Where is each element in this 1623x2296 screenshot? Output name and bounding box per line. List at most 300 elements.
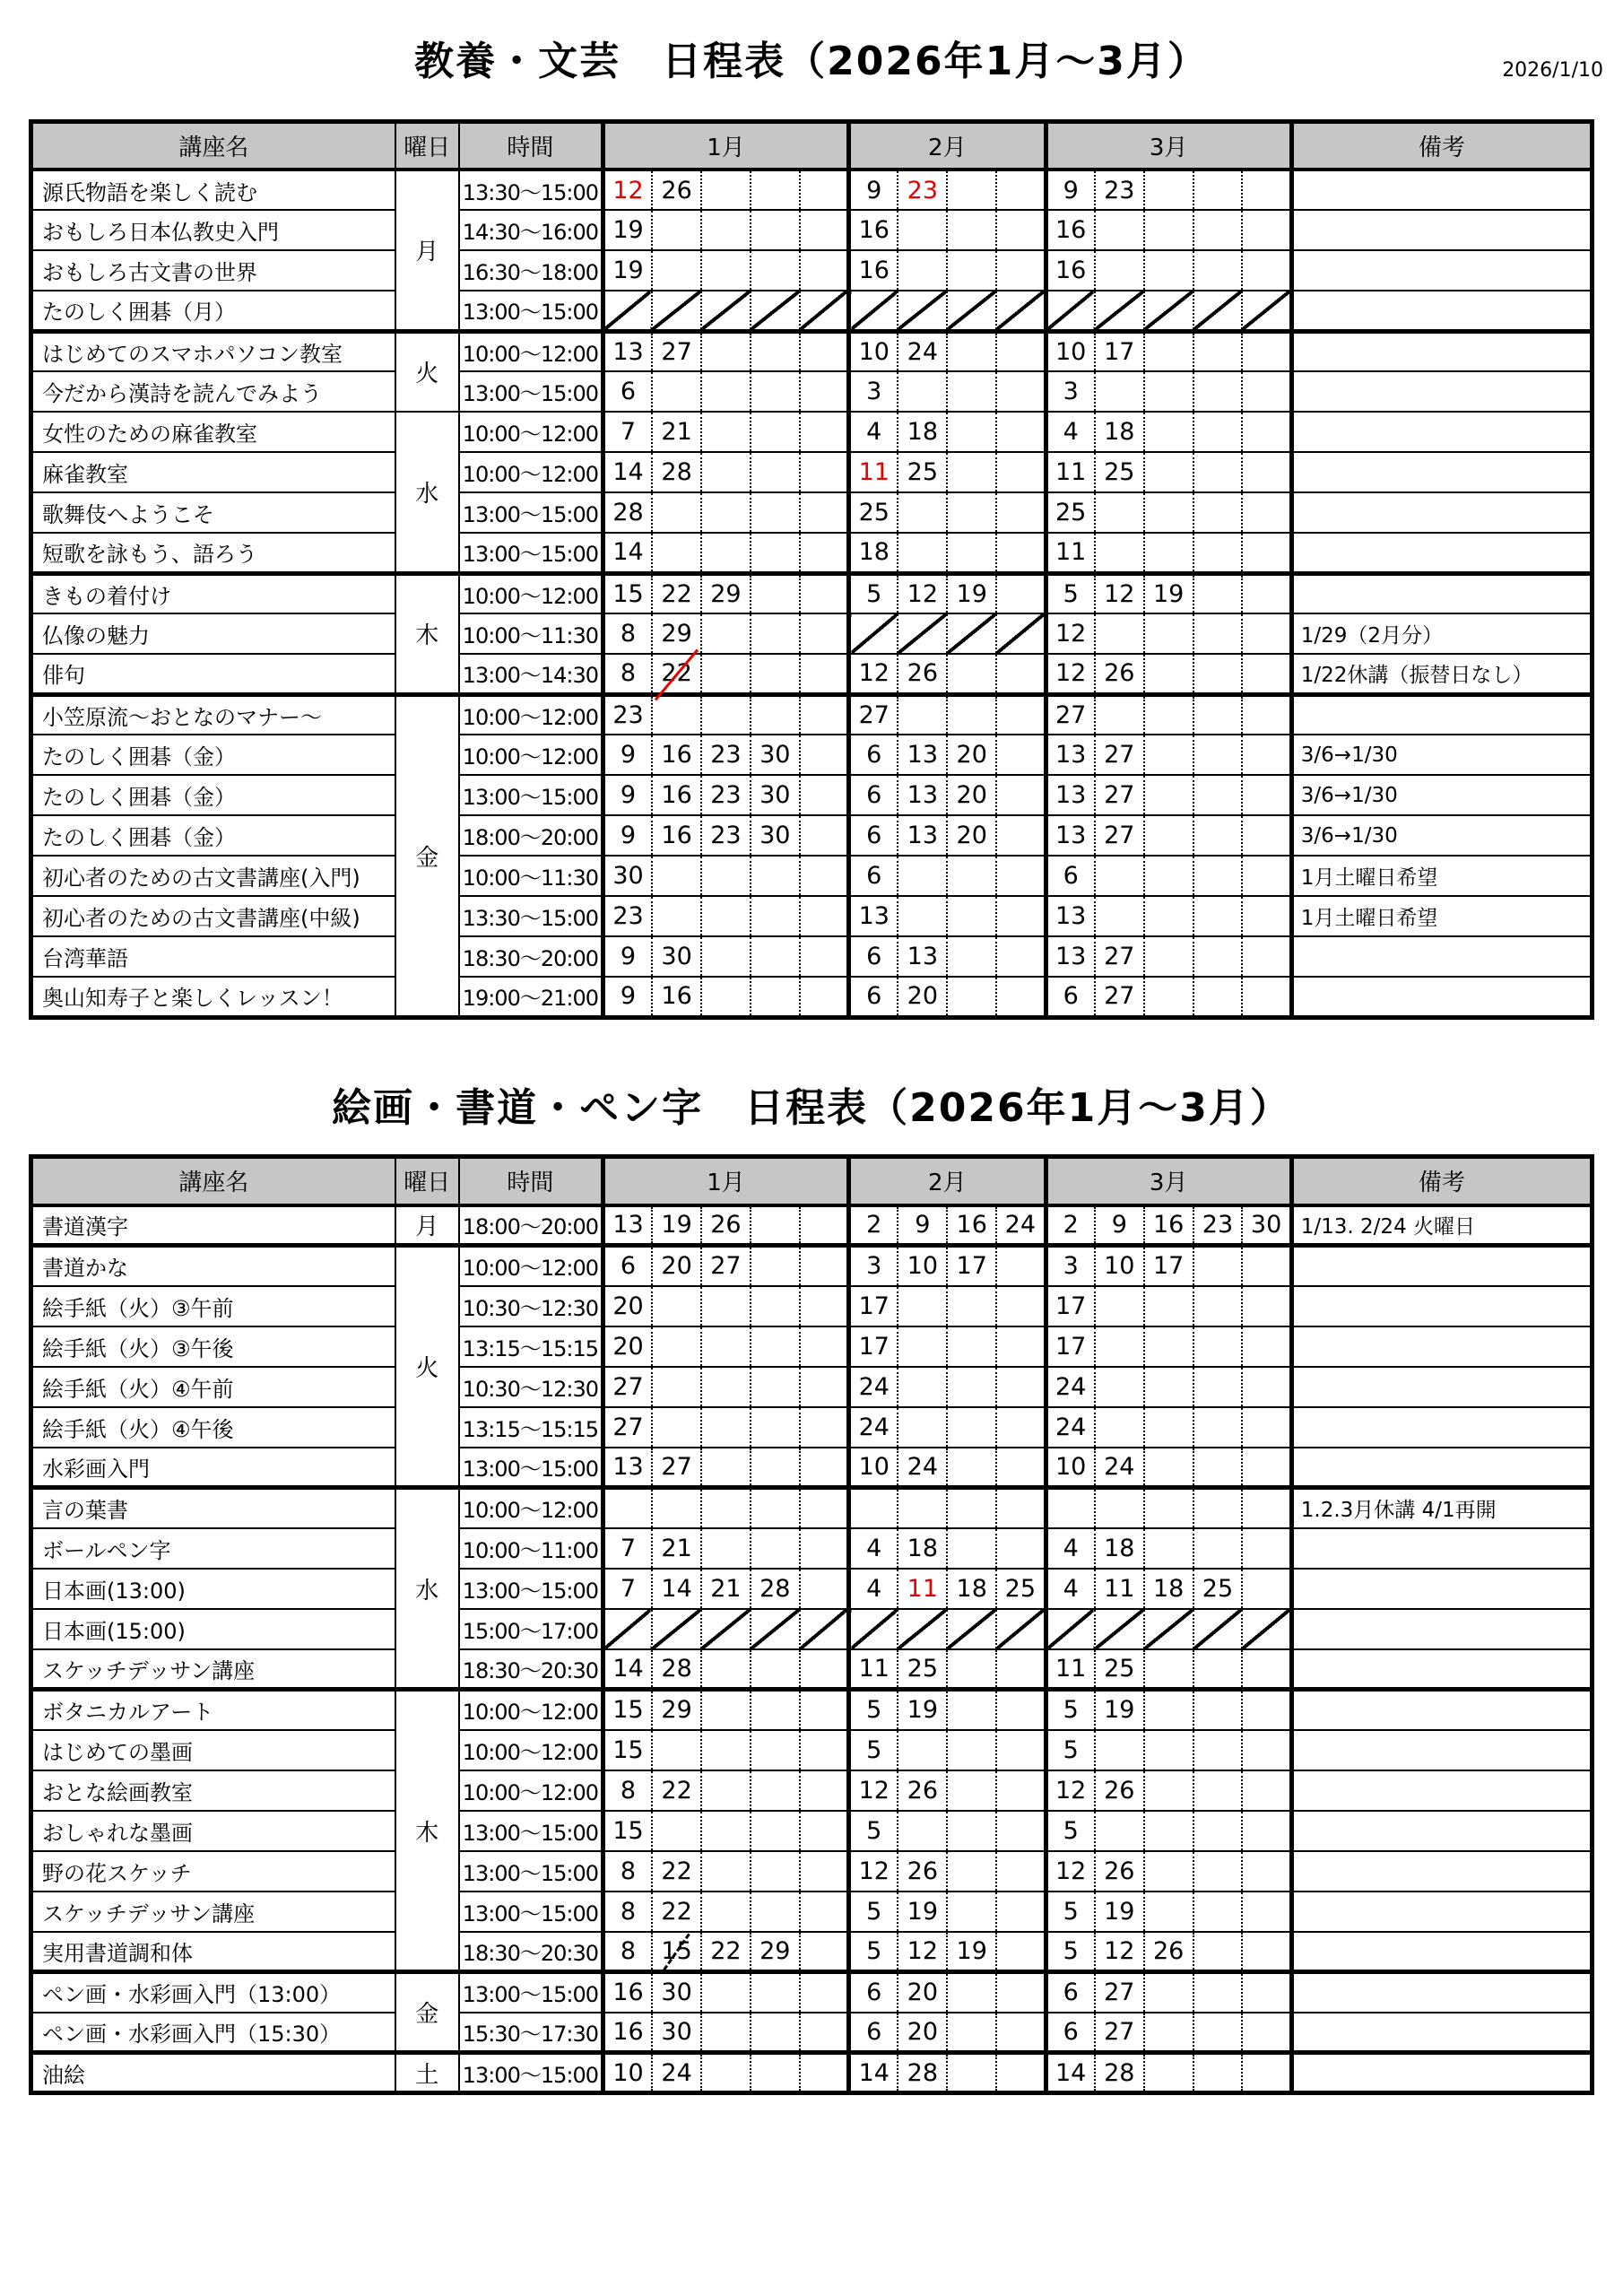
date-value: 16	[612, 1979, 644, 2007]
date-cell	[898, 1246, 947, 1286]
date-cell	[947, 1770, 996, 1811]
schedule-row	[31, 492, 1593, 533]
date-cell	[996, 1892, 1046, 1932]
date-cell	[1144, 2013, 1193, 2053]
date-cell	[996, 1730, 1046, 1770]
date-value: 27	[858, 700, 890, 729]
date-cell	[1242, 1407, 1291, 1448]
date-cell	[1242, 533, 1291, 573]
time-cell: 14:30～16:00	[459, 210, 603, 250]
date-cell	[1242, 1569, 1291, 1609]
note-cell	[1291, 1770, 1592, 1811]
date-cell	[898, 412, 947, 452]
date-cell	[751, 1730, 800, 1770]
date-cell	[1242, 492, 1291, 533]
date-cell	[800, 1286, 849, 1326]
date-value: 7	[620, 418, 637, 447]
date-cell	[800, 331, 849, 371]
date-cell	[947, 210, 996, 250]
date-value: 13	[612, 337, 644, 366]
date-cell	[1095, 1690, 1144, 1730]
schedule-row	[31, 1932, 1593, 1972]
date-cell	[1095, 1569, 1144, 1609]
date-cell	[947, 1326, 996, 1367]
weekday-cell: 木	[395, 573, 459, 694]
date-value: 11	[907, 1574, 939, 1603]
date-cell	[849, 533, 898, 573]
date-cell	[898, 936, 947, 977]
date-value: 16	[1152, 1211, 1185, 1239]
date-cell	[603, 2053, 652, 2093]
date-cell	[652, 492, 701, 533]
date-value: 10	[612, 2058, 644, 2087]
date-cell	[996, 1488, 1046, 1528]
date-value: 10	[858, 1452, 890, 1481]
date-value: 6	[866, 982, 882, 1011]
date-cell	[849, 1367, 898, 1407]
date-cell	[898, 291, 947, 331]
date-value: 29	[661, 620, 692, 648]
date-cell	[1193, 775, 1243, 815]
date-cell	[1242, 1205, 1291, 1246]
date-value: 28	[907, 2058, 939, 2087]
date-value: 9	[620, 982, 637, 1011]
date-cell	[947, 977, 996, 1017]
date-cell	[701, 1972, 751, 2013]
course-name-cell: 絵手紙（火）③午後	[31, 1326, 395, 1367]
date-cell	[701, 371, 751, 412]
course-name-cell: おもしろ古文書の世界	[31, 250, 395, 291]
date-value: 4	[866, 1574, 882, 1603]
date-cell	[1193, 452, 1243, 492]
date-cell	[751, 1932, 800, 1972]
schedule-row	[31, 735, 1593, 775]
date-cell	[800, 977, 849, 1017]
date-value: 26	[710, 1211, 742, 1239]
date-cell	[898, 977, 947, 1017]
date-value: 12	[858, 1776, 890, 1805]
date-cell	[1242, 936, 1291, 977]
date-cell	[751, 1892, 800, 1932]
date-cell	[652, 613, 701, 654]
note-cell	[1291, 1811, 1592, 1851]
date-cell	[751, 331, 800, 371]
date-value: 6	[866, 862, 882, 891]
date-value: 18	[1104, 1534, 1135, 1562]
date-value: 27	[1104, 943, 1135, 971]
date-cell	[947, 1932, 996, 1972]
date-cell	[800, 210, 849, 250]
date-cell	[849, 1972, 898, 2013]
date-cell	[800, 1932, 849, 1972]
date-cell	[1193, 1448, 1243, 1488]
date-cell	[1242, 2053, 1291, 2093]
date-cell	[849, 1407, 898, 1448]
date-cell	[652, 1851, 701, 1892]
date-cell	[1095, 1770, 1144, 1811]
date-value: 12	[1055, 620, 1087, 648]
date-cell	[898, 1407, 947, 1448]
date-cell	[701, 1407, 751, 1448]
date-cell	[898, 492, 947, 533]
note-cell	[1291, 1609, 1592, 1649]
date-cell	[1095, 1367, 1144, 1407]
date-cell	[652, 735, 701, 775]
time-cell: 18:00～20:00	[459, 1205, 603, 1246]
date-cell	[1242, 815, 1291, 856]
date-cell	[701, 1851, 751, 1892]
date-cell	[1193, 1407, 1243, 1448]
schedule-row	[31, 331, 1593, 371]
date-cell	[1095, 694, 1144, 735]
date-cell	[1095, 1972, 1144, 2013]
date-value: 27	[1104, 741, 1135, 770]
date-cell	[1193, 1609, 1243, 1649]
weekday-cell: 金	[395, 694, 459, 1017]
date-cell	[800, 1649, 849, 1690]
date-cell	[603, 775, 652, 815]
date-cell	[800, 250, 849, 291]
date-cell	[996, 412, 1046, 452]
date-cell	[1193, 1367, 1243, 1407]
date-cell	[849, 1730, 898, 1770]
header-january: 1月	[603, 1157, 848, 1205]
date-cell	[1144, 1205, 1193, 1246]
date-cell	[996, 775, 1046, 815]
date-cell	[996, 896, 1046, 936]
date-cell	[701, 977, 751, 1017]
date-value: 26	[1104, 659, 1135, 688]
date-cell	[652, 775, 701, 815]
date-cell	[849, 291, 898, 331]
date-cell	[701, 1892, 751, 1932]
date-cell	[603, 856, 652, 896]
date-value: 16	[612, 2017, 644, 2046]
date-cell	[1144, 452, 1193, 492]
course-name-cell: 野の花スケッチ	[31, 1851, 395, 1892]
date-value: 22	[661, 1776, 692, 1805]
date-cell	[701, 815, 751, 856]
date-cell	[947, 1448, 996, 1488]
date-value: 12	[612, 176, 644, 204]
date-value: 11	[1055, 458, 1087, 487]
date-cell	[652, 291, 701, 331]
date-cell	[996, 1528, 1046, 1569]
date-cell	[652, 1205, 701, 1246]
date-cell	[800, 371, 849, 412]
date-value: 14	[858, 2058, 890, 2087]
date-cell	[751, 815, 800, 856]
date-value: 25	[1055, 499, 1087, 527]
note-cell	[1291, 1569, 1592, 1609]
date-value: 23	[710, 741, 742, 770]
time-cell: 10:00～12:00	[459, 1246, 603, 1286]
date-cell	[1144, 412, 1193, 452]
date-cell	[1046, 1649, 1095, 1690]
schedule-row	[31, 856, 1593, 896]
schedule-row	[31, 1326, 1593, 1367]
date-value: 23	[710, 822, 742, 850]
time-cell: 10:00～12:00	[459, 1730, 603, 1770]
note-cell	[1291, 1528, 1592, 1569]
course-name-cell: おもしろ日本仏教史入門	[31, 210, 395, 250]
date-value: 11	[858, 1654, 890, 1683]
note-cell	[1291, 1246, 1592, 1286]
course-name-cell: 女性のための麻雀教室	[31, 412, 395, 452]
schedule-row	[31, 250, 1593, 291]
date-value: 3	[866, 1252, 882, 1281]
date-value: 30	[1250, 1211, 1282, 1239]
date-cell	[603, 533, 652, 573]
date-cell	[800, 613, 849, 654]
schedule-row	[31, 936, 1593, 977]
date-value: 20	[612, 1292, 644, 1320]
schedule-row	[31, 1811, 1593, 1851]
time-cell: 13:00～15:00	[459, 775, 603, 815]
schedule-row	[31, 371, 1593, 412]
date-value: 27	[661, 337, 692, 366]
course-name-cell: スケッチデッサン講座	[31, 1649, 395, 1690]
date-cell	[947, 735, 996, 775]
date-cell	[652, 2053, 701, 2093]
date-cell	[849, 896, 898, 936]
date-cell	[652, 1448, 701, 1488]
course-name-cell: 麻雀教室	[31, 452, 395, 492]
date-cell	[996, 170, 1046, 210]
date-cell	[849, 977, 898, 1017]
course-name-cell: おしゃれな墨画	[31, 1811, 395, 1851]
note-cell: 1/29（2月分）	[1291, 613, 1592, 654]
date-cell	[1144, 1569, 1193, 1609]
date-cell	[1144, 896, 1193, 936]
date-cell	[1046, 331, 1095, 371]
date-cell	[898, 331, 947, 371]
date-value: 16	[956, 1211, 987, 1239]
date-cell	[751, 412, 800, 452]
date-cell	[898, 1892, 947, 1932]
date-cell	[1095, 1407, 1144, 1448]
date-cell	[751, 250, 800, 291]
date-cell	[1095, 250, 1144, 291]
date-cell	[1144, 1770, 1193, 1811]
date-cell	[701, 1205, 751, 1246]
date-value: 11	[858, 458, 890, 487]
date-cell	[947, 1407, 996, 1448]
date-value: 24	[1055, 1372, 1087, 1401]
date-cell	[898, 1690, 947, 1730]
course-name-cell: 絵手紙（火）③午前	[31, 1286, 395, 1326]
date-cell	[947, 533, 996, 573]
date-cell	[1144, 1367, 1193, 1407]
date-value: 16	[1055, 216, 1087, 245]
date-cell	[1144, 210, 1193, 250]
date-cell	[1095, 412, 1144, 452]
course-name-cell: 初心者のための古文書講座(入門)	[31, 856, 395, 896]
note-cell	[1291, 1326, 1592, 1367]
date-value: 5	[866, 1936, 882, 1965]
note-cell: 1.2.3月休講 4/1再開	[1291, 1488, 1592, 1528]
date-cell	[800, 1488, 849, 1528]
date-cell	[800, 533, 849, 573]
date-cell	[898, 1448, 947, 1488]
time-cell: 18:30～20:30	[459, 1932, 603, 1972]
date-cell	[849, 1488, 898, 1528]
date-cell	[701, 533, 751, 573]
date-value: 23	[1202, 1211, 1234, 1239]
note-cell	[1291, 1407, 1592, 1448]
date-value: 14	[612, 1654, 644, 1683]
course-name-cell: 日本画(15:00)	[31, 1609, 395, 1649]
date-cell	[996, 613, 1046, 654]
date-cell	[751, 2013, 800, 2053]
date-cell	[1046, 896, 1095, 936]
date-cell	[849, 1448, 898, 1488]
date-cell	[996, 1205, 1046, 1246]
course-name-cell: たのしく囲碁（金）	[31, 735, 395, 775]
date-cell	[996, 977, 1046, 1017]
date-cell	[652, 694, 701, 735]
date-cell	[947, 1367, 996, 1407]
date-cell	[800, 1892, 849, 1932]
time-cell: 13:00～15:00	[459, 1892, 603, 1932]
note-cell	[1291, 936, 1592, 977]
date-cell	[751, 2053, 800, 2093]
time-cell: 19:00～21:00	[459, 977, 603, 1017]
date-value: 3	[1063, 378, 1079, 406]
course-name-cell: 源氏物語を楽しく読む	[31, 170, 395, 210]
weekday-cell: 火	[395, 1246, 459, 1488]
course-name-cell: 実用書道調和体	[31, 1932, 395, 1972]
date-cell	[751, 492, 800, 533]
date-value: 9	[620, 822, 637, 850]
date-value: 11	[1055, 1654, 1087, 1683]
date-cell	[849, 1528, 898, 1569]
date-cell	[652, 573, 701, 613]
date-cell	[603, 977, 652, 1017]
date-cell	[849, 735, 898, 775]
date-cell	[1144, 694, 1193, 735]
date-cell	[1193, 815, 1243, 856]
date-cell	[1242, 977, 1291, 1017]
date-cell	[1242, 1770, 1291, 1811]
schedule-row	[31, 1892, 1593, 1932]
date-cell	[1242, 1528, 1291, 1569]
date-cell	[1046, 735, 1095, 775]
date-cell	[898, 1811, 947, 1851]
page-title-culture-literature: 教養・文芸 日程表（2026年1月～3月）	[414, 39, 1209, 84]
date-cell	[1193, 533, 1243, 573]
date-cell	[1242, 1649, 1291, 1690]
date-cell	[603, 1811, 652, 1851]
course-name-cell: 絵手紙（火）④午前	[31, 1367, 395, 1407]
date-cell	[1046, 815, 1095, 856]
course-name-cell: はじめてのスマホパソコン教室	[31, 331, 395, 371]
date-cell	[603, 1246, 652, 1286]
date-cell	[1046, 775, 1095, 815]
date-cell	[898, 1851, 947, 1892]
date-cell	[1242, 1851, 1291, 1892]
date-cell	[800, 1770, 849, 1811]
date-cell	[1046, 856, 1095, 896]
time-cell: 13:00～15:00	[459, 2053, 603, 2093]
date-value: 13	[1055, 822, 1087, 850]
date-value: 19	[907, 1696, 939, 1725]
note-cell	[1291, 210, 1592, 250]
date-cell	[751, 291, 800, 331]
date-value: 6	[1063, 862, 1079, 891]
date-cell	[1242, 1932, 1291, 1972]
date-cell	[701, 170, 751, 210]
date-cell	[800, 291, 849, 331]
header-january: 1月	[603, 121, 848, 170]
date-cell	[603, 896, 652, 936]
date-cell	[751, 1367, 800, 1407]
date-cell	[849, 1569, 898, 1609]
date-cell	[603, 1972, 652, 2013]
date-cell	[751, 1246, 800, 1286]
course-name-cell: ボタニカルアート	[31, 1690, 395, 1730]
date-cell	[800, 412, 849, 452]
date-cell	[1193, 1892, 1243, 1932]
date-cell	[800, 1690, 849, 1730]
date-cell	[1193, 856, 1243, 896]
date-value: 13	[907, 781, 939, 810]
date-value: 6	[1063, 1979, 1079, 2007]
date-value: 8	[620, 1857, 637, 1885]
time-cell: 15:30～17:30	[459, 2013, 603, 2053]
date-value: 21	[661, 1534, 692, 1562]
date-cell	[603, 1488, 652, 1528]
date-cell	[996, 1286, 1046, 1326]
date-cell	[898, 1326, 947, 1367]
date-cell	[996, 1448, 1046, 1488]
weekday-cell: 土	[395, 2053, 459, 2093]
date-value: 5	[1063, 1735, 1079, 1764]
date-cell	[1242, 170, 1291, 210]
date-cell	[898, 250, 947, 291]
date-value: 17	[1055, 1292, 1087, 1320]
time-cell: 13:00～15:00	[459, 1569, 603, 1609]
date-value: 19	[1104, 1696, 1135, 1725]
schedule-row	[31, 1205, 1593, 1246]
date-value: 12	[1104, 579, 1135, 608]
date-cell	[652, 1730, 701, 1770]
date-cell	[947, 371, 996, 412]
header-february: 2月	[849, 1157, 1046, 1205]
date-cell	[751, 1569, 800, 1609]
date-value: 12	[1055, 659, 1087, 688]
date-cell	[1046, 452, 1095, 492]
date-cell	[652, 533, 701, 573]
date-cell	[1144, 977, 1193, 1017]
date-cell	[1144, 573, 1193, 613]
header-course-name: 講座名	[31, 121, 395, 170]
time-cell: 18:30～20:00	[459, 936, 603, 977]
date-cell	[1046, 1690, 1095, 1730]
time-cell: 13:30～15:00	[459, 896, 603, 936]
date-cell	[1095, 1488, 1144, 1528]
header-march: 3月	[1046, 1157, 1291, 1205]
date-value: 6	[866, 2017, 882, 2046]
date-cell	[1144, 1407, 1193, 1448]
date-value: 2	[866, 1211, 882, 1239]
date-cell	[1095, 1205, 1144, 1246]
date-cell	[1095, 1892, 1144, 1932]
date-cell	[701, 492, 751, 533]
date-value: 13	[1055, 943, 1087, 971]
note-cell	[1291, 412, 1592, 452]
time-cell: 10:00～12:00	[459, 452, 603, 492]
